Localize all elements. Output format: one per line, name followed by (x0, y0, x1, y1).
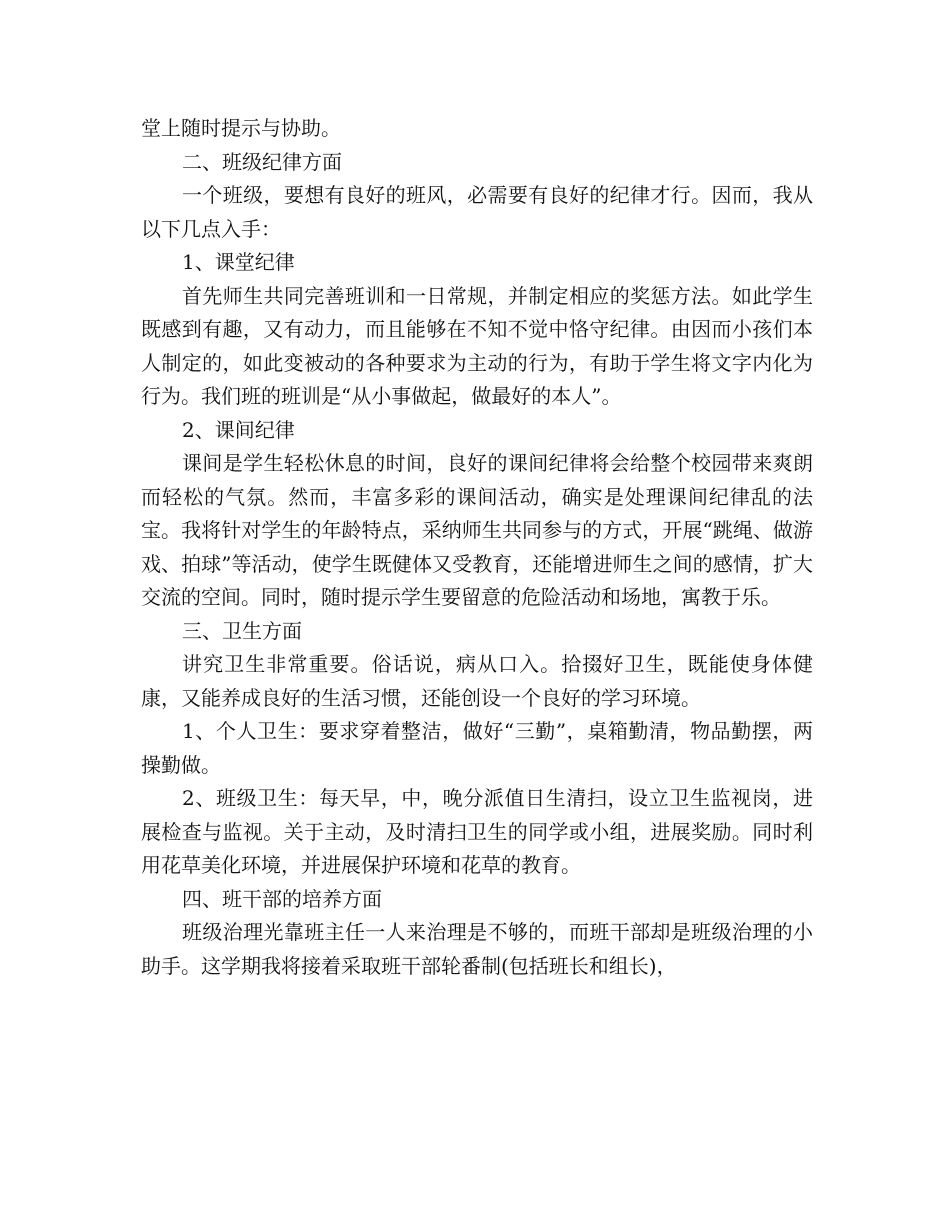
paragraph-classroom-discipline: 首先师生共同完善班训和一日常规，并制定相应的奖惩方法。如此学生既感到有趣，又有动力，而且能够在不知不觉中恪守纪律。由因而小孩们本人制定的，如此变被动的各种要求为主动的行为，有助于学生将文字内化为行为。我们班的班训是“从小事做起，做最好的本人”。 (141, 283, 813, 408)
section-heading-class-discipline: 二、班级纪律方面 (182, 149, 342, 174)
paragraph-personal-hygiene: 1、个人卫生：要求穿着整洁，做好“三勤”，桌箱勤清，物品勤摆，两操勤做。 (141, 719, 813, 777)
paragraph-hygiene-intro: 讲究卫生非常重要。俗话说，病从口入。拾掇好卫生，既能使身体健康，又能养成良好的生活习惯，还能创设一个良好的学习环境。 (141, 652, 813, 710)
subheading-break-discipline: 2、课间纪律 (182, 417, 295, 442)
subheading-classroom-discipline: 1、课堂纪律 (182, 250, 295, 274)
paragraph-discipline-intro: 一个班级，要想有良好的班风，必需要有良好的纪律才行。因而，我从以下几点入手： (141, 183, 813, 241)
paragraph-break-discipline: 课间是学生轻松休息的时间，良好的课间纪律将会给整个校园带来爽朗而轻松的气氛。然而，丰富多彩的课间活动，确实是处理课间纪律乱的法宝。我将针对学生的年龄特点，采纳师生共同参与的方式，开展“跳绳、做游戏、拍球”等活动，使学生既健体又受教育，还能增进师生之间的感情，扩大交流的空间。同时，随时提示学生要留意的危险活动和场地，寓教于乐。 (141, 451, 813, 609)
section-heading-hygiene: 三、卫生方面 (182, 618, 302, 643)
document-body (141, 112, 813, 983)
paragraph-class-cadres: 班级治理光靠班主任一人来治理是不够的，而班干部却是班级治理的小助手。这学期我将接着采取班干部轮番制(包括班长和组长)， (141, 920, 813, 978)
paragraph-continuation: 堂上随时提示与协助。 (141, 116, 341, 140)
paragraph-class-hygiene: 2、班级卫生：每天早，中，晚分派值日生清扫，设立卫生监视岗，进展检查与监视。关于主动，及时清扫卫生的同学或小组，进展奖励。同时利用花草美化环境，并进展保护环境和花草的教育。 (141, 786, 813, 877)
section-heading-class-cadres: 四、班干部的培养方面 (182, 886, 382, 911)
